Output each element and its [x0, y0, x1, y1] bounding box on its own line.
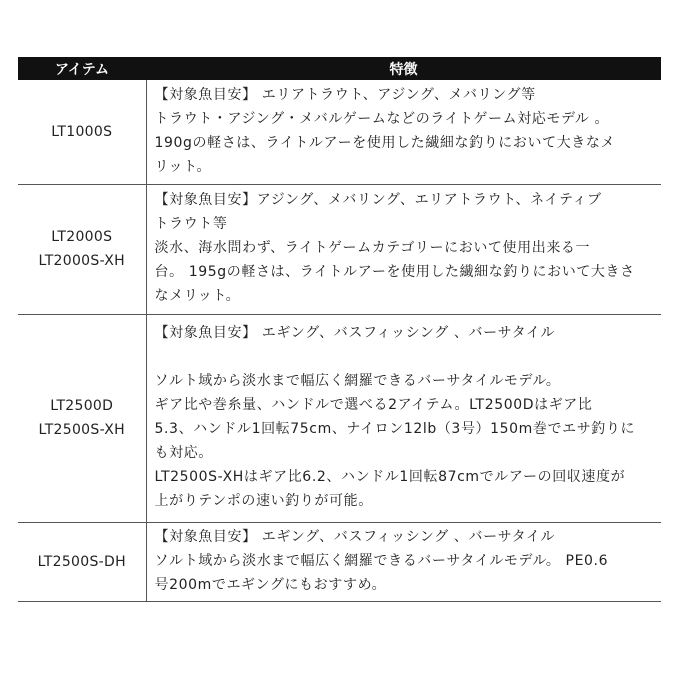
blank-line: [155, 345, 652, 369]
feature-line: ギア比や巻糸量、ハンドルで選べる2アイテム。LT2500Dはギア比: [154, 397, 593, 413]
item-cell: [18, 314, 146, 522]
item-cell: [18, 184, 146, 314]
item-model: LT2500D: [50, 398, 114, 414]
feature-line: ソルト域から淡水まで幅広く網羅できるバーサタイルモデル。 PE0.6: [154, 552, 609, 569]
features-cell: [146, 80, 661, 184]
item-model: LT1000S: [51, 123, 113, 140]
header-features: 特徴: [146, 57, 661, 80]
spec-table-container: [18, 57, 661, 602]
feature-line: ソルト域から淡水まで幅広く網羅できるバーサタイルモデル。: [154, 373, 561, 389]
table-row: [18, 80, 661, 184]
feature-line: リット。: [154, 158, 212, 175]
feature-line: トラウト・アジング・メバルゲームなどのライトゲーム対応モデル 。: [154, 110, 610, 127]
item-model: LT2500S-DH: [37, 553, 126, 570]
feature-line: 190gの軽さは、ライトルアーを使用した繊細な釣りにおいて大きなメ: [154, 134, 616, 151]
feature-line: LT2500S-XHはギア比6.2、ハンドル1回転87cmでルアーの回収速度が: [154, 469, 626, 485]
table-row: [18, 184, 661, 314]
feature-line: 【対象魚目安】アジング、メバリング、エリアトラウト、ネイティブ: [154, 192, 602, 208]
feature-line: 【対象魚目安】 エギング、バスフィッシング 、バーサタイル: [154, 325, 556, 341]
table-row: [18, 314, 661, 522]
feature-line: 上がりテンポの速い釣りが可能。: [154, 493, 373, 509]
features-cell: [146, 522, 661, 601]
item-model: LT2500S-XH: [38, 422, 125, 438]
feature-line: も対応。: [154, 445, 213, 461]
table-row: [18, 522, 661, 601]
feature-line: 5.3、ハンドル1回転75cm、ナイロン12lb（3号）150m巻でエサ釣りに: [154, 421, 636, 437]
item-cell: [18, 522, 146, 601]
item-cell: [18, 80, 146, 184]
features-cell: [146, 314, 661, 522]
item-model: LT2000S-XH: [38, 253, 125, 269]
feature-line: 【対象魚目安】 エギング、バスフィッシング 、バーサタイル: [154, 528, 556, 545]
feature-line: 台。 195gの軽さは、ライトルアーを使用した繊細な釣りにおいて大きさ: [154, 264, 635, 280]
feature-line: 淡水、海水問わず、ライトゲームカテゴリーにおいて使用出来る一: [154, 240, 591, 256]
feature-line: 【対象魚目安】 エリアトラウト、アジング、メバリング等: [154, 86, 536, 103]
feature-line: 号200mでエギングにもおすすめ。: [154, 576, 387, 593]
spec-table: [18, 57, 661, 602]
header-item: アイテム: [18, 57, 146, 80]
header-row: [18, 57, 661, 80]
item-model: LT2000S: [51, 229, 113, 245]
feature-line: なメリット。: [154, 288, 241, 304]
feature-line: トラウト等: [154, 216, 228, 232]
features-cell: [146, 184, 661, 314]
